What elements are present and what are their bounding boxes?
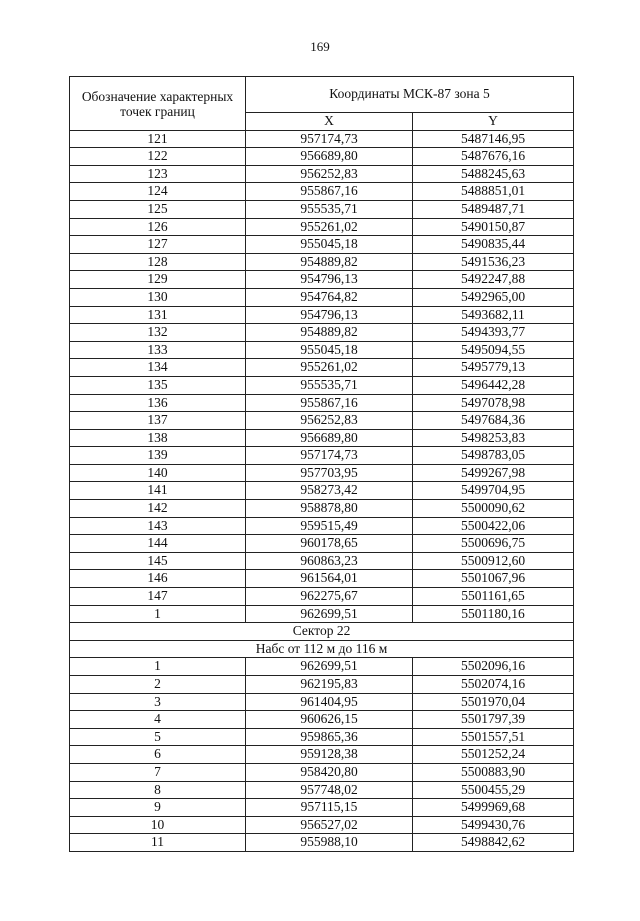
x-coordinate-cell: 955867,16 xyxy=(246,394,413,412)
y-coordinate-cell: 5501180,16 xyxy=(413,605,574,623)
point-number-cell: 144 xyxy=(70,535,246,553)
table-row xyxy=(70,376,574,394)
x-coordinate-cell: 959515,49 xyxy=(246,517,413,535)
x-coordinate-cell: 955261,02 xyxy=(246,218,413,236)
x-coordinate-cell: 959128,38 xyxy=(246,746,413,764)
table-row xyxy=(70,288,574,306)
x-coordinate-cell: 955045,18 xyxy=(246,236,413,254)
x-coordinate-cell: 957174,73 xyxy=(246,447,413,465)
x-column-header: X xyxy=(246,113,413,131)
x-coordinate-cell: 955988,10 xyxy=(246,834,413,852)
table-row xyxy=(70,394,574,412)
point-number-cell: 2 xyxy=(70,676,246,694)
y-coordinate-cell: 5502074,16 xyxy=(413,676,574,694)
table-row xyxy=(70,306,574,324)
point-number-cell: 6 xyxy=(70,746,246,764)
point-number-cell: 10 xyxy=(70,816,246,834)
point-number-cell: 146 xyxy=(70,570,246,588)
page-number: 169 xyxy=(310,39,330,54)
point-number-cell: 131 xyxy=(70,306,246,324)
table-row xyxy=(70,500,574,518)
x-coordinate-cell: 958878,80 xyxy=(246,500,413,518)
y-coordinate-cell: 5498783,05 xyxy=(413,447,574,465)
table-row xyxy=(70,693,574,711)
table-row xyxy=(70,341,574,359)
y-coordinate-cell: 5501970,04 xyxy=(413,693,574,711)
y-coordinate-cell: 5499704,95 xyxy=(413,482,574,500)
x-coordinate-cell: 955867,16 xyxy=(246,183,413,201)
table-row xyxy=(70,429,574,447)
table-row xyxy=(70,588,574,606)
y-coordinate-cell: 5495094,55 xyxy=(413,341,574,359)
y-coordinate-cell: 5499969,68 xyxy=(413,799,574,817)
x-coordinate-cell: 955045,18 xyxy=(246,341,413,359)
table-row xyxy=(70,605,574,623)
point-number-cell: 1 xyxy=(70,658,246,676)
point-number-cell: 126 xyxy=(70,218,246,236)
x-coordinate-cell: 957115,15 xyxy=(246,799,413,817)
y-coordinate-cell: 5487146,95 xyxy=(413,130,574,148)
y-coordinate-cell: 5490835,44 xyxy=(413,236,574,254)
table-row xyxy=(70,763,574,781)
y-column-header: Y xyxy=(413,113,574,131)
point-number-cell: 137 xyxy=(70,412,246,430)
y-coordinate-cell: 5500883,90 xyxy=(413,763,574,781)
x-coordinate-cell: 958273,42 xyxy=(246,482,413,500)
point-number-cell: 135 xyxy=(70,376,246,394)
point-number-cell: 147 xyxy=(70,588,246,606)
y-coordinate-cell: 5491536,23 xyxy=(413,253,574,271)
y-coordinate-cell: 5496442,28 xyxy=(413,376,574,394)
point-number-cell: 134 xyxy=(70,359,246,377)
point-number-cell: 1 xyxy=(70,605,246,623)
x-coordinate-cell: 957748,02 xyxy=(246,781,413,799)
x-coordinate-cell: 956252,83 xyxy=(246,165,413,183)
table-row xyxy=(70,676,574,694)
x-coordinate-cell: 954889,82 xyxy=(246,324,413,342)
sector-title: Сектор 22 xyxy=(70,623,574,641)
table-row xyxy=(70,570,574,588)
point-number-cell: 7 xyxy=(70,763,246,781)
y-coordinate-cell: 5500696,75 xyxy=(413,535,574,553)
x-coordinate-cell: 956689,80 xyxy=(246,148,413,166)
table-row xyxy=(70,200,574,218)
table-row xyxy=(70,236,574,254)
table-row xyxy=(70,535,574,553)
table-row xyxy=(70,412,574,430)
point-number-cell: 121 xyxy=(70,130,246,148)
y-coordinate-cell: 5499430,76 xyxy=(413,816,574,834)
table-row xyxy=(70,148,574,166)
point-number-cell: 132 xyxy=(70,324,246,342)
table-header-row xyxy=(70,77,574,113)
table-row xyxy=(70,218,574,236)
x-coordinate-cell: 954796,13 xyxy=(246,306,413,324)
x-coordinate-cell: 962699,51 xyxy=(246,658,413,676)
y-coordinate-cell: 5488245,63 xyxy=(413,165,574,183)
table-row xyxy=(70,746,574,764)
y-coordinate-cell: 5501161,65 xyxy=(413,588,574,606)
table-row xyxy=(70,781,574,799)
table-row xyxy=(70,165,574,183)
x-coordinate-cell: 961404,95 xyxy=(246,693,413,711)
table-row xyxy=(70,517,574,535)
y-coordinate-cell: 5499267,98 xyxy=(413,464,574,482)
coordinates-table xyxy=(69,76,574,852)
x-coordinate-cell: 956252,83 xyxy=(246,412,413,430)
table-row xyxy=(70,253,574,271)
table-row xyxy=(70,359,574,377)
point-number-cell: 142 xyxy=(70,500,246,518)
point-number-cell: 129 xyxy=(70,271,246,289)
y-coordinate-cell: 5502096,16 xyxy=(413,658,574,676)
x-coordinate-cell: 961564,01 xyxy=(246,570,413,588)
y-coordinate-cell: 5501067,96 xyxy=(413,570,574,588)
sector-title-row xyxy=(70,623,574,641)
table-row xyxy=(70,271,574,289)
point-number-cell: 123 xyxy=(70,165,246,183)
point-number-cell: 122 xyxy=(70,148,246,166)
y-coordinate-cell: 5492247,88 xyxy=(413,271,574,289)
y-coordinate-cell: 5501557,51 xyxy=(413,728,574,746)
point-number-cell: 145 xyxy=(70,552,246,570)
table-row xyxy=(70,711,574,729)
x-coordinate-cell: 960178,65 xyxy=(246,535,413,553)
x-coordinate-cell: 954796,13 xyxy=(246,271,413,289)
y-coordinate-cell: 5500090,62 xyxy=(413,500,574,518)
point-number-cell: 125 xyxy=(70,200,246,218)
y-coordinate-cell: 5501252,24 xyxy=(413,746,574,764)
x-coordinate-cell: 958420,80 xyxy=(246,763,413,781)
point-number-cell: 141 xyxy=(70,482,246,500)
table-row xyxy=(70,447,574,465)
x-coordinate-cell: 956689,80 xyxy=(246,429,413,447)
table-row xyxy=(70,552,574,570)
x-coordinate-cell: 957174,73 xyxy=(246,130,413,148)
x-coordinate-cell: 955535,71 xyxy=(246,200,413,218)
table-row xyxy=(70,816,574,834)
y-coordinate-cell: 5500455,29 xyxy=(413,781,574,799)
y-coordinate-cell: 5493682,11 xyxy=(413,306,574,324)
y-coordinate-cell: 5494393,77 xyxy=(413,324,574,342)
x-coordinate-cell: 955535,71 xyxy=(246,376,413,394)
x-coordinate-cell: 960626,15 xyxy=(246,711,413,729)
point-number-cell: 8 xyxy=(70,781,246,799)
y-coordinate-cell: 5501797,39 xyxy=(413,711,574,729)
y-coordinate-cell: 5500912,60 xyxy=(413,552,574,570)
point-designation-header: Обозначение характерных точек границ xyxy=(70,77,246,131)
height-range: Набс от 112 м до 116 м xyxy=(70,640,574,658)
y-coordinate-cell: 5498842,62 xyxy=(413,834,574,852)
point-number-cell: 124 xyxy=(70,183,246,201)
y-coordinate-cell: 5500422,06 xyxy=(413,517,574,535)
y-coordinate-cell: 5495779,13 xyxy=(413,359,574,377)
y-coordinate-cell: 5497078,98 xyxy=(413,394,574,412)
table-row xyxy=(70,728,574,746)
point-number-cell: 11 xyxy=(70,834,246,852)
x-coordinate-cell: 954764,82 xyxy=(246,288,413,306)
point-number-cell: 127 xyxy=(70,236,246,254)
x-coordinate-cell: 960863,23 xyxy=(246,552,413,570)
x-coordinate-cell: 962699,51 xyxy=(246,605,413,623)
y-coordinate-cell: 5488851,01 xyxy=(413,183,574,201)
point-number-cell: 4 xyxy=(70,711,246,729)
coordinates-table-body xyxy=(70,77,574,852)
x-coordinate-cell: 954889,82 xyxy=(246,253,413,271)
x-coordinate-cell: 956527,02 xyxy=(246,816,413,834)
point-number-cell: 138 xyxy=(70,429,246,447)
point-number-cell: 140 xyxy=(70,464,246,482)
y-coordinate-cell: 5497684,36 xyxy=(413,412,574,430)
point-number-cell: 128 xyxy=(70,253,246,271)
point-number-cell: 133 xyxy=(70,341,246,359)
table-row xyxy=(70,130,574,148)
x-coordinate-cell: 959865,36 xyxy=(246,728,413,746)
point-number-cell: 136 xyxy=(70,394,246,412)
point-number-cell: 130 xyxy=(70,288,246,306)
x-coordinate-cell: 957703,95 xyxy=(246,464,413,482)
x-coordinate-cell: 962275,67 xyxy=(246,588,413,606)
table-row xyxy=(70,324,574,342)
table-row xyxy=(70,799,574,817)
point-number-cell: 3 xyxy=(70,693,246,711)
table-row xyxy=(70,658,574,676)
table-row xyxy=(70,183,574,201)
table-row xyxy=(70,834,574,852)
coord-system-header: Координаты МСК-87 зона 5 xyxy=(246,77,574,113)
y-coordinate-cell: 5489487,71 xyxy=(413,200,574,218)
table-row xyxy=(70,482,574,500)
height-range-row xyxy=(70,640,574,658)
x-coordinate-cell: 955261,02 xyxy=(246,359,413,377)
y-coordinate-cell: 5487676,16 xyxy=(413,148,574,166)
y-coordinate-cell: 5490150,87 xyxy=(413,218,574,236)
y-coordinate-cell: 5492965,00 xyxy=(413,288,574,306)
point-number-cell: 139 xyxy=(70,447,246,465)
point-number-cell: 5 xyxy=(70,728,246,746)
point-number-cell: 143 xyxy=(70,517,246,535)
table-row xyxy=(70,464,574,482)
point-number-cell: 9 xyxy=(70,799,246,817)
y-coordinate-cell: 5498253,83 xyxy=(413,429,574,447)
x-coordinate-cell: 962195,83 xyxy=(246,676,413,694)
